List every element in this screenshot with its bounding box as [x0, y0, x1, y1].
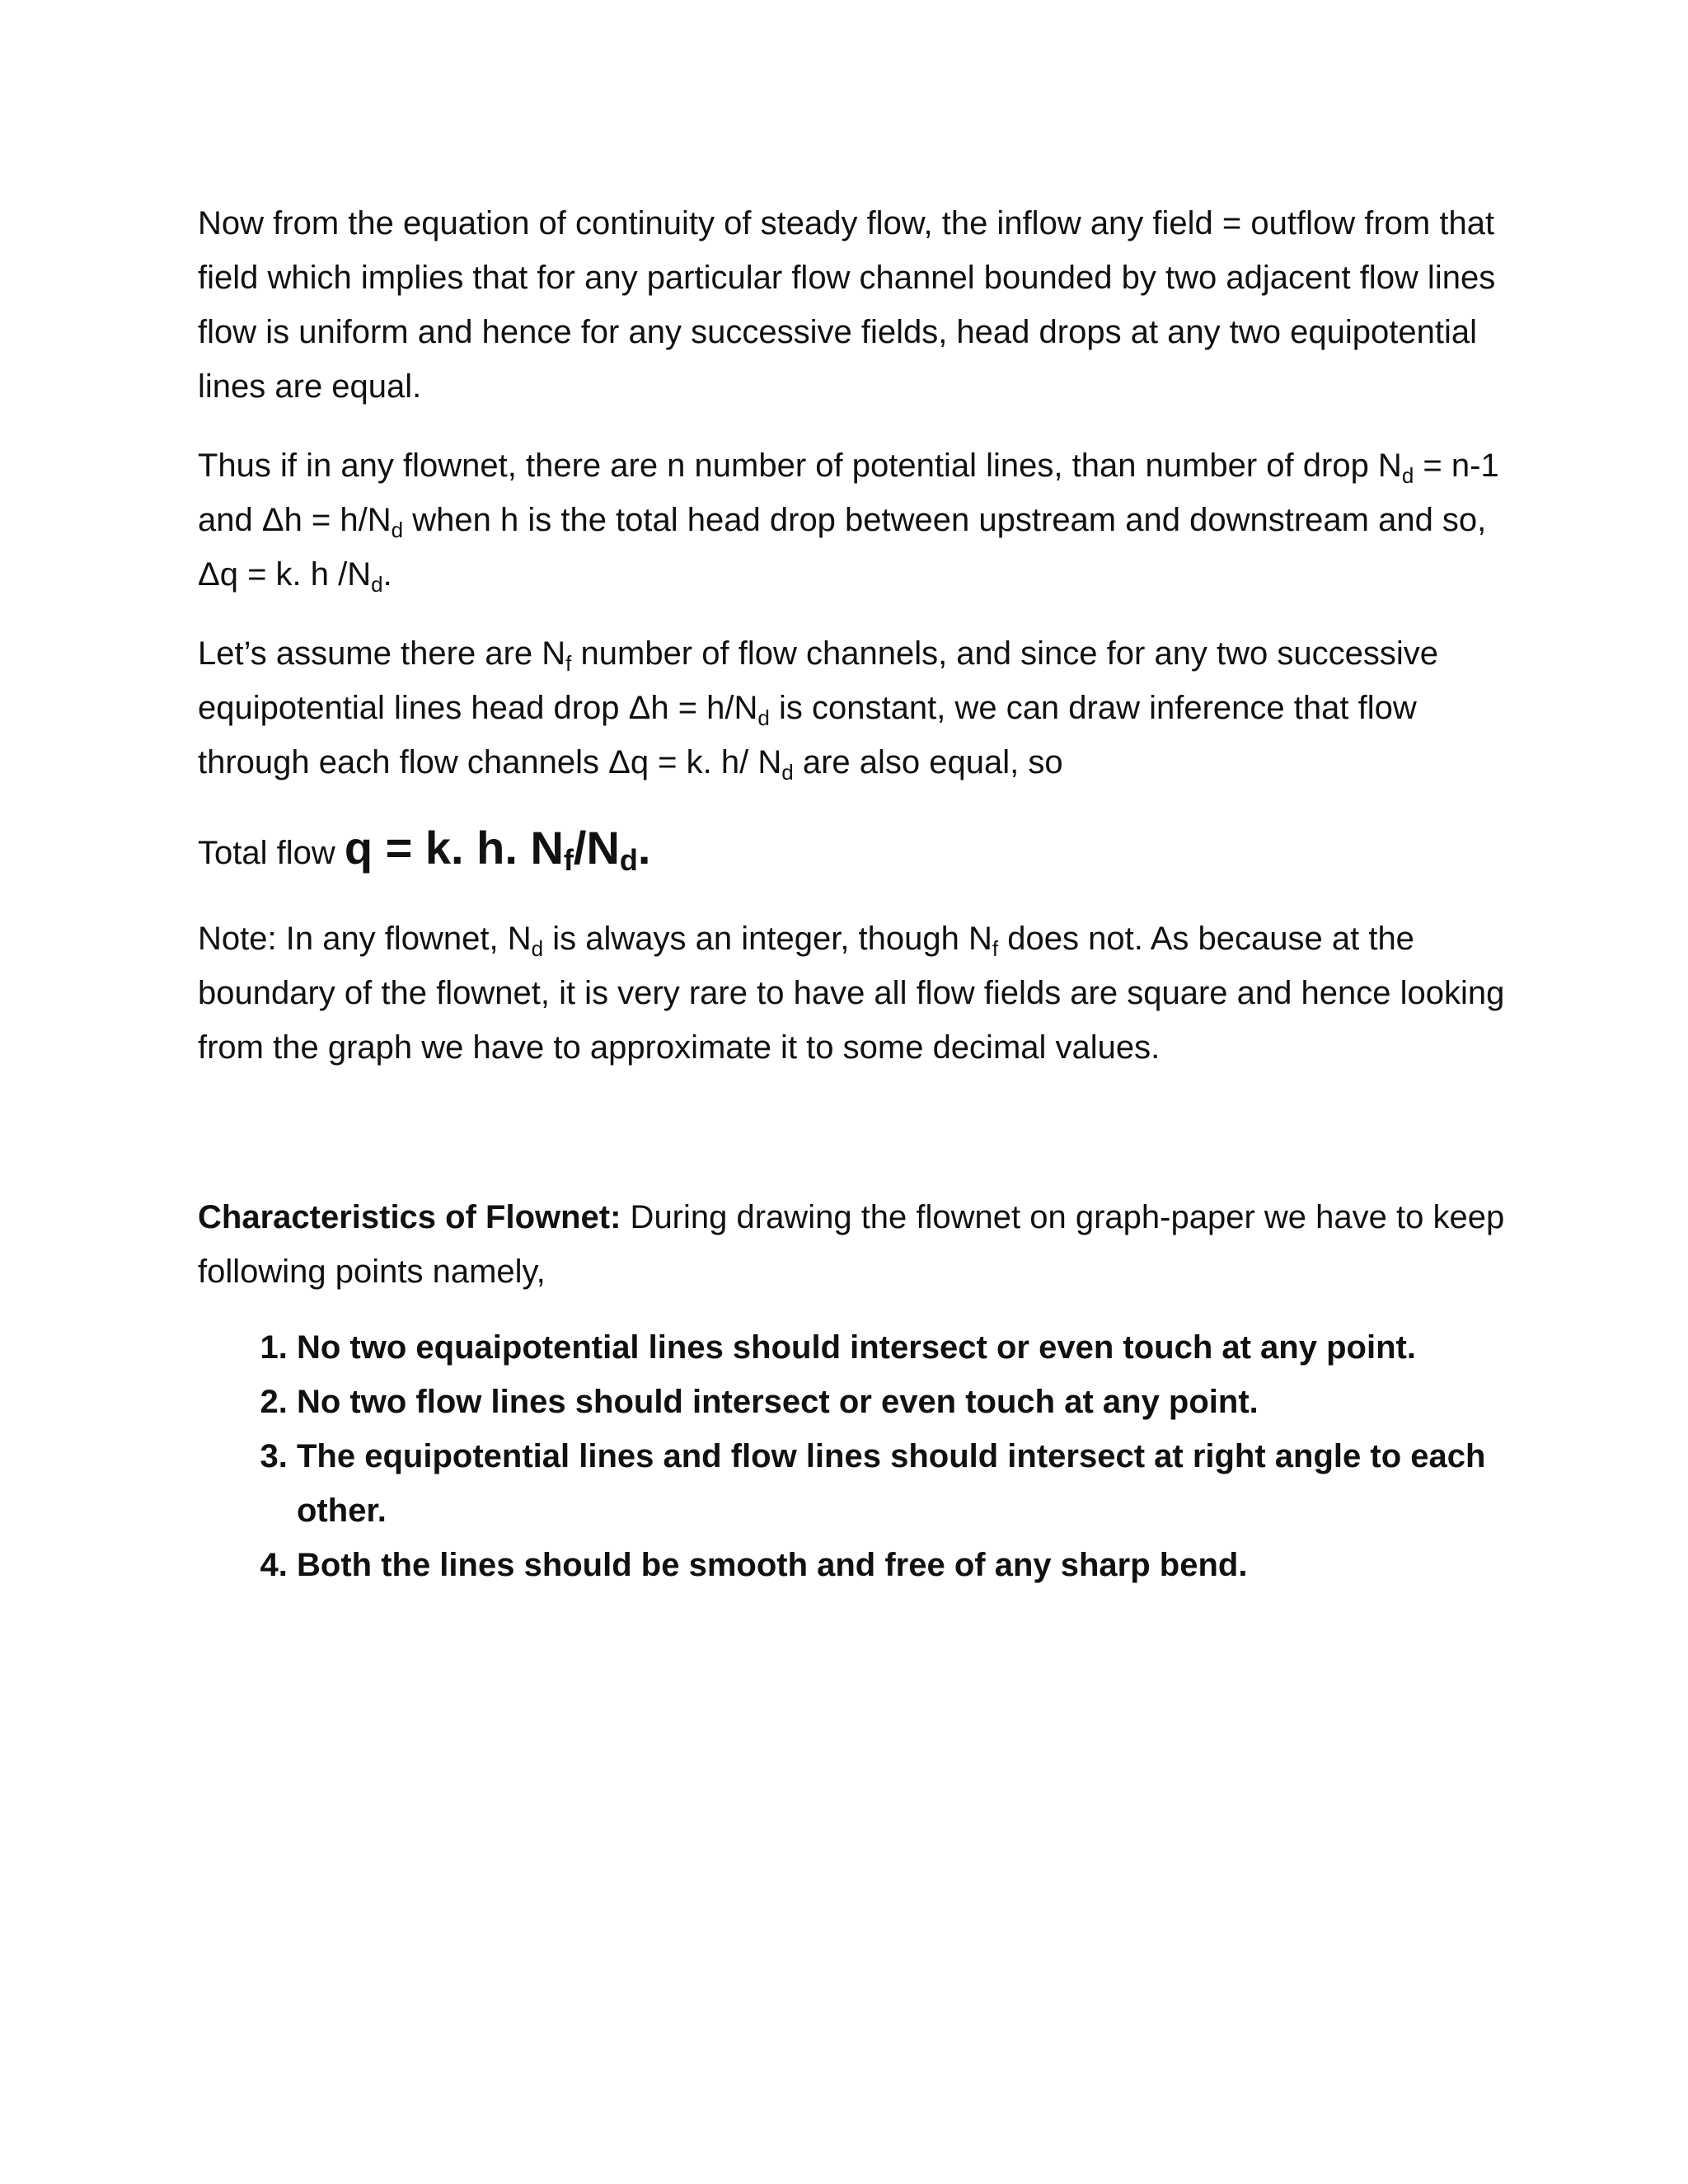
text-run: number of flow channels, and since for any two successive equipotential lines head drop Δh = h/N: [198, 635, 1439, 726]
subscript: d: [757, 705, 770, 730]
subscript: f: [992, 936, 999, 961]
text-run: Note: In any flownet, N: [198, 921, 532, 957]
formula-expression: [344, 822, 651, 877]
formula-part: q = k. h. N: [344, 822, 564, 874]
text-run: = n-1 and Δh = h/N: [198, 448, 1499, 538]
paragraph-continuity: Now from the equation of continuity of steady flow, the inflow any field = outflow from that field which implies that for any particular flow channel bounded by two adjacent flow lines flow is uniform and hence for any successive fields, head drops at any two equipotential lines are equal.: [198, 205, 1496, 405]
spacer: [198, 1099, 1508, 1190]
formula-label: Total flow: [198, 835, 345, 871]
paragraph-flow-channels: [198, 626, 1508, 790]
text-run: is always an integer, though N: [543, 921, 992, 957]
subscript: d: [531, 936, 544, 961]
text-run: .: [382, 556, 392, 593]
text-run: does not. As because at the boundary of the flownet, it is very rare to have all flow fields are square and hence looking from the graph we have to approximate it to some decimal values.: [198, 921, 1505, 1066]
subscript: d: [619, 843, 638, 877]
formula-part: /N: [573, 822, 620, 874]
list-item: 2. No two flow lines should intersect or even touch at any point.: [297, 1375, 1508, 1429]
text-run: Let’s assume there are N: [198, 635, 566, 672]
characteristics-list: [198, 1320, 1508, 1592]
paragraph-head-drop: [198, 438, 1508, 602]
text-run: During drawing the flownet on graph-paper we have to keep following points namely,: [198, 1199, 1505, 1290]
formula-part: .: [637, 822, 651, 874]
subscript: d: [391, 518, 404, 542]
section-heading: Characteristics of Flownet:: [198, 1199, 621, 1235]
list-item: 4. Both the lines should be smooth and free of any sharp bend.: [297, 1538, 1508, 1592]
text-run: are also equal, so: [793, 744, 1063, 780]
subscript: f: [563, 843, 574, 877]
paragraph-characteristics: [198, 1190, 1508, 1299]
list-item: 1. No two equaipotential lines should intersect or even touch at any point.: [297, 1320, 1508, 1375]
total-flow-formula: [198, 814, 1508, 887]
text-run: when h is the total head drop between upstream and downstream and so, Δq = k. h /N: [198, 502, 1487, 593]
document-page: [198, 196, 1508, 1592]
subscript: d: [1401, 463, 1414, 488]
text-run: Thus if in any flownet, there are n number of potential lines, than number of drop N: [198, 448, 1402, 484]
list-item: 3. The equipotential lines and flow lines should intersect at right angle to each other.: [297, 1429, 1508, 1538]
subscript: f: [565, 651, 572, 676]
paragraph-note: [198, 912, 1508, 1075]
text-run: is constant, we can draw inference that flow through each flow channels Δq = k. h/ N: [198, 690, 1417, 780]
subscript: d: [371, 572, 383, 597]
subscript: d: [781, 760, 794, 785]
